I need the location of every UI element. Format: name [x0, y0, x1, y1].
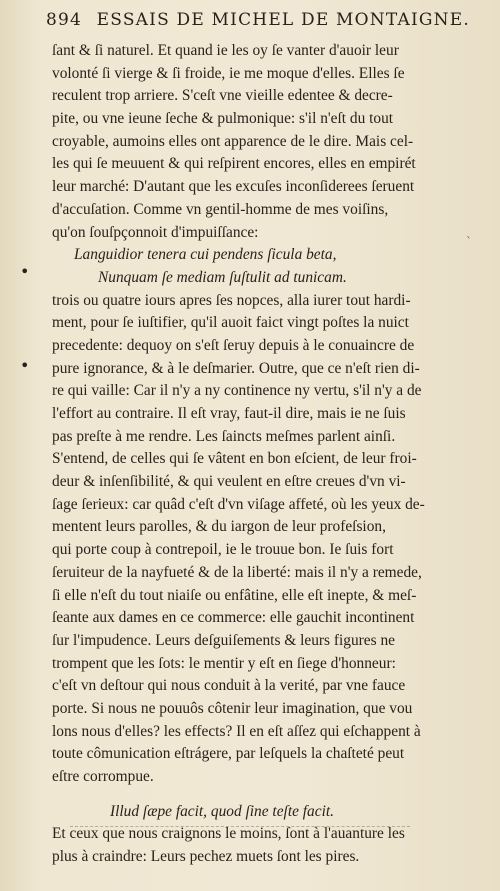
text-line: l'effort au contraire. Il eſt vray, faut-il dire, mais ie ne ſuis — [52, 405, 406, 422]
text-line: pas preſte à me rendre. Les ſaincts meſmes parlent ainſi. — [52, 427, 396, 445]
text-line: ſant & ſi naturel. Et quand ie les oy ſe vanter d'auoir leur — [52, 42, 399, 59]
text-line: ſeruiteur de la nayfueté & de la liberté: mais il n'y a remede, — [52, 563, 422, 581]
latin-verse-1 — [52, 244, 484, 289]
page-body — [52, 40, 484, 869]
verse-line: Nunquam ſe mediam ſuſtulit ad tunicam. — [98, 268, 347, 286]
text-line: deur & inſenſibilité, & qui veulent en eſtre creues d'vn vi- — [52, 473, 406, 491]
margin-bullet: • — [20, 356, 30, 375]
text-line: ſur l'impudence. Leurs deſguiſements & leurs figures ne — [52, 631, 395, 649]
text-line: precedente: dequoy on s'eſt ſeruy depuis à le conuaincre de — [52, 336, 415, 354]
text-line: mentent leurs parolles, & du iargon de leur profeſsion, — [52, 518, 386, 536]
text-line: eſtre corrompue. — [52, 768, 154, 785]
running-title: ESSAIS DE MICHEL DE MONTAIGNE. — [96, 10, 470, 30]
text-line: plus à craindre: Leurs pechez muets ſont les pires. — [52, 848, 360, 866]
text-line: porte. Si nous ne pouuôs côtenir leur imagination, que vou — [52, 699, 413, 717]
text-line: toute cômunication eſtrágere, par leſquels la chaſteté peut — [52, 745, 405, 763]
text-line: trompent que les ſots: le mentir y eſt en ſiege d'honneur: — [52, 654, 396, 672]
text-line: trois ou quatre iours apres ſes nopces, alla iurer tout hardi- — [52, 291, 411, 309]
text-line: ſi elle n'eſt du tout niaiſe ou enfâtine, elle eſt inepte, & meſ- — [52, 586, 417, 604]
page-number: 894 — [46, 10, 83, 30]
page-header — [46, 10, 486, 38]
text-line: volonté ſi vierge & ſi froide, ie me moque d'elles. Elles ſe — [52, 64, 405, 82]
latin-verse-2 — [52, 801, 484, 824]
text-line: qui porte coup à contrepoil, ie le trouue bon. Ie ſuis fort — [52, 541, 394, 559]
text-line: croyable, aumoins elles ont apparence de le dire. Mais cel- — [52, 132, 414, 150]
text-line: d'accuſation. Comme vn gentil-homme de mes voiſins, — [52, 200, 389, 218]
text-line: les qui ſe meuuent & qui reſpirent encores, elles en empirét — [52, 155, 416, 173]
text-line: S'entend, de celles qui ſe vâtent en bon eſcient, de leur froi- — [52, 450, 417, 468]
text-line: ſeante aux dames en ce commerce: elle gauchit incontinent — [52, 609, 415, 627]
text-line: qu'on ſouſpçonnoit d'impuiſſance: — [52, 223, 259, 241]
bottom-rule — [70, 826, 410, 827]
verse-line: Illud ſæpe facit, quod ſine teſte facit. — [110, 802, 334, 820]
verse-line: Languidior tenera cui pendens ſicula beta, — [74, 246, 337, 264]
text-line: reculent trop arriere. S'ceſt vne vieille edentee & decre- — [52, 87, 393, 105]
text-line: leur marché: D'autant que les excuſes inconſiderees ſeruent — [52, 178, 415, 196]
text-line: ment, pour ſe iuſtifier, qu'il auoit faict vingt poſtes la nuict — [52, 314, 409, 332]
paragraph-2 — [52, 290, 484, 789]
text-line: re qui vaille: Car il n'y a ny continence ny vertu, s'il n'y a de — [52, 382, 422, 400]
text-line: ſage ſerieux: car quâd c'eſt d'vn viſage affeté, où les yeux de- — [52, 495, 425, 513]
text-line: pite, ou vne ieune ſeche & pulmonique: s'il n'eſt du tout — [52, 110, 394, 128]
paragraph-3 — [52, 823, 484, 868]
text-line: Et ceux que nous craignons le moins, ſont à l'auanture les — [52, 825, 405, 843]
margin-mark: ˋ — [466, 235, 472, 249]
margin-bullet: • — [20, 262, 30, 281]
text-line: lons nous d'elles? les effects? Il en eſt aſſez qui eſchappent à — [52, 722, 421, 740]
text-line: pure ignorance, & à le deſmarier. Outre, que ce n'eſt rien di- — [52, 359, 420, 377]
spacer — [52, 789, 484, 801]
text-line: c'eſt vn deſtour qui nous conduit à la verité, par vne fauce — [52, 677, 406, 695]
paragraph-1 — [52, 40, 484, 244]
